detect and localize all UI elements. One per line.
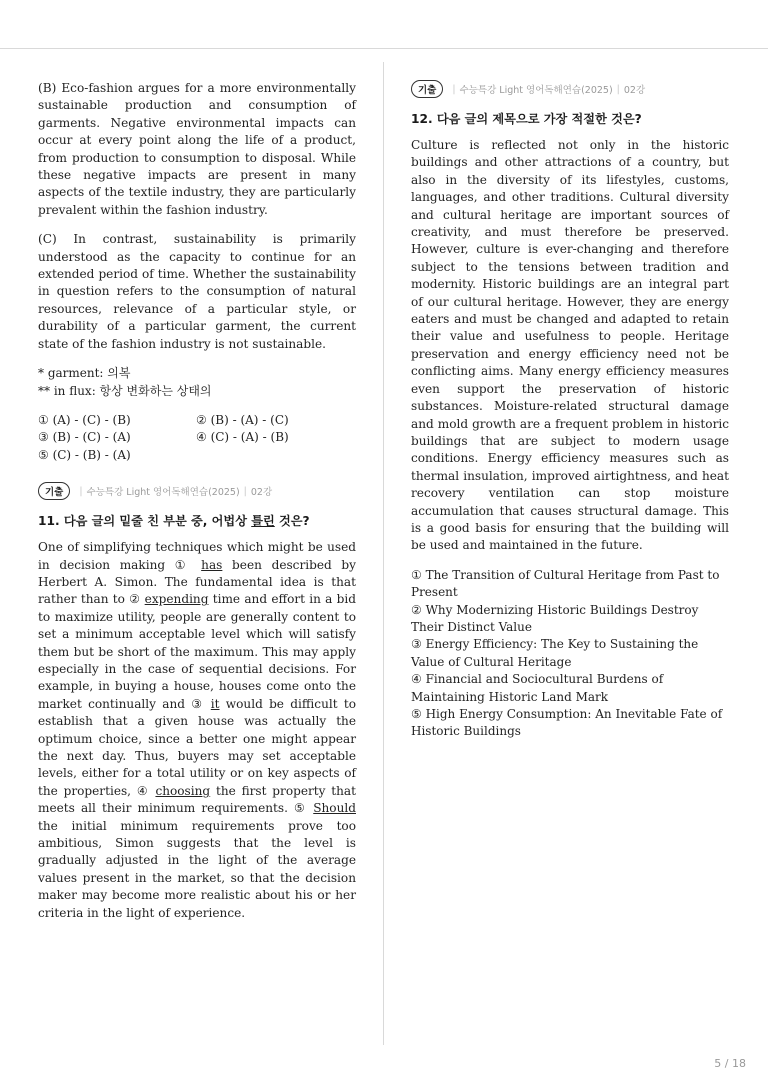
passage-seg: would be difficult to establish that a given house was actually the optimum choice, since a better one might appear the next day. Thus, buyers may set acceptable levels, either for a total utility or on key aspects of the properties, ④	[38, 696, 356, 798]
option-2[interactable]: ② (B) - (A) - (C)	[196, 412, 289, 427]
past-exam-badge: 기출	[38, 482, 70, 500]
order-options	[38, 412, 356, 464]
underlined-it: it	[210, 696, 220, 711]
passage-seg: the first property that meets all their minimum requirements. ⑤	[38, 783, 356, 816]
option-1[interactable]: ① (A) - (C) - (B)	[38, 412, 131, 427]
underlined-should: Should	[313, 801, 356, 816]
option-4[interactable]: ④ (C) - (A) - (B)	[196, 430, 289, 445]
passage-seg: been described by Herbert A. Simon. The fundamental idea is that rather than to ②	[38, 557, 357, 607]
passage-seg: One of simplifying techniques which might be used in decision making ①	[38, 540, 356, 572]
source-label: 수능특강 Light 영어독해연습(2025)	[86, 487, 240, 499]
question-11-passage	[38, 539, 356, 922]
underlined-choosing: choosing	[155, 783, 211, 798]
answer-2[interactable]: ② Why Modernizing Historic Buildings Destroy Their Distinct Value	[411, 602, 699, 634]
option-5[interactable]: ⑤ (C) - (B) - (A)	[38, 447, 131, 462]
question-12-answers	[411, 567, 729, 741]
header-rule	[0, 48, 768, 49]
right-column	[411, 80, 729, 741]
answer-4[interactable]: ④ Financial and Sociocultural Burdens of Maintaining Historic Land Mark	[411, 672, 664, 704]
lesson-label: 02강	[623, 85, 646, 96]
answer-5[interactable]: ⑤ High Energy Consumption: An Inevitable Fate of Historic Buildings	[411, 707, 723, 739]
underlined-expending: expending	[144, 592, 209, 607]
passage-seg: time and effort in a bid to maximize utility, people are generally content to set a minimum acceptable level which will satisfy them but be short of the maximum. This may apply especially in the case of sequential decisions. For example, in buying a house, houses come onto the market continually and ③	[38, 592, 356, 711]
passage-seg: the initial minimum requirements prove too ambitious, Simon suggests that the level is gradually adjusted in the light of the average values present in the market, so that the decision maker may become more realistic about his or her criteria in the light of experience.	[38, 818, 356, 920]
question-12-title: 12. 다음 글의 제목으로 가장 적절한 것은?	[411, 112, 642, 126]
title-text: 11. 다음 글의 밑줄 친 부분 중, 어법상	[38, 514, 252, 529]
title-text-end: 것은?	[274, 514, 310, 529]
source-label: 수능특강 Light 영어독해연습(2025)	[459, 85, 613, 96]
footnote-in-flux: ** in flux: 항상 변화하는 상태의	[38, 383, 212, 398]
footnote-garment: * garment: 의복	[38, 366, 131, 381]
page-number: 5 / 18	[714, 1057, 746, 1070]
left-column	[38, 80, 356, 922]
underlined-has: has	[201, 557, 223, 572]
past-exam-badge: 기출	[411, 80, 443, 98]
question-12-passage: Culture is reflected not only in the historic buildings and other attractions of a country, but also in the diversity of its lifestyles, customs, languages, and other traditions. Cultural diversity and cultural heritage are important sources of creativity, and must therefore be preserved. However, culture is ever-changing and therefore subject to the tensions between tradition and modernity. Historic buildings are an integral part of our cultural heritage. However, they are energy eaters and must be changed and adapted to retain their value and usefulness to people. Heritage preservation and energy efficiency need not be conflicting aims. Many energy efficiency measures even support the preservation of historic substances. Moisture-related structural damage and mold growth are a frequent problem in historic buildings that are subject to modern usage conditions. Energy efficiency measures such as thermal insulation, improved airtightness, and heat recovery ventilation can stop moisture accumulation that causes structural damage. This is a good basis for ensuring that the building will be used and maintained in the future.	[411, 138, 729, 553]
question-12-tag: 기출 | 수능특강 Light 영어독해연습(2025) | 02강	[411, 80, 729, 98]
lesson-label: 02강	[250, 487, 273, 499]
title-underlined: 틀린	[251, 514, 275, 529]
answer-1[interactable]: ① The Transition of Cultural Heritage from Past to Present	[411, 567, 720, 600]
answer-3[interactable]: ③ Energy Efficiency: The Key to Sustaining the Value of Cultural Heritage	[411, 637, 699, 669]
paragraph-b: (B) Eco-fashion argues for a more environmentally sustainable production and consumption of garments. Negative environmental impacts can occur at every point along the life of a product, from production to consumption to disposal. While these negative impacts are present in many aspects of the textile industry, they are particularly prevalent within the fashion industry.	[38, 81, 356, 217]
paragraph-c: (C) In contrast, sustainability is primarily understood as the capacity to continue for an extended period of time. Whether the sustainability in question refers to the consumption of natural resources, relevance of a particular style, or durability of a particular garment, the current state of the fashion industry is not sustainable.	[38, 232, 356, 351]
column-divider	[383, 62, 384, 1045]
question-11-title	[38, 512, 356, 529]
question-11-tag: 기출 | 수능특강 Light 영어독해연습(2025) | 02강	[38, 482, 356, 500]
option-3[interactable]: ③ (B) - (C) - (A)	[38, 430, 131, 445]
